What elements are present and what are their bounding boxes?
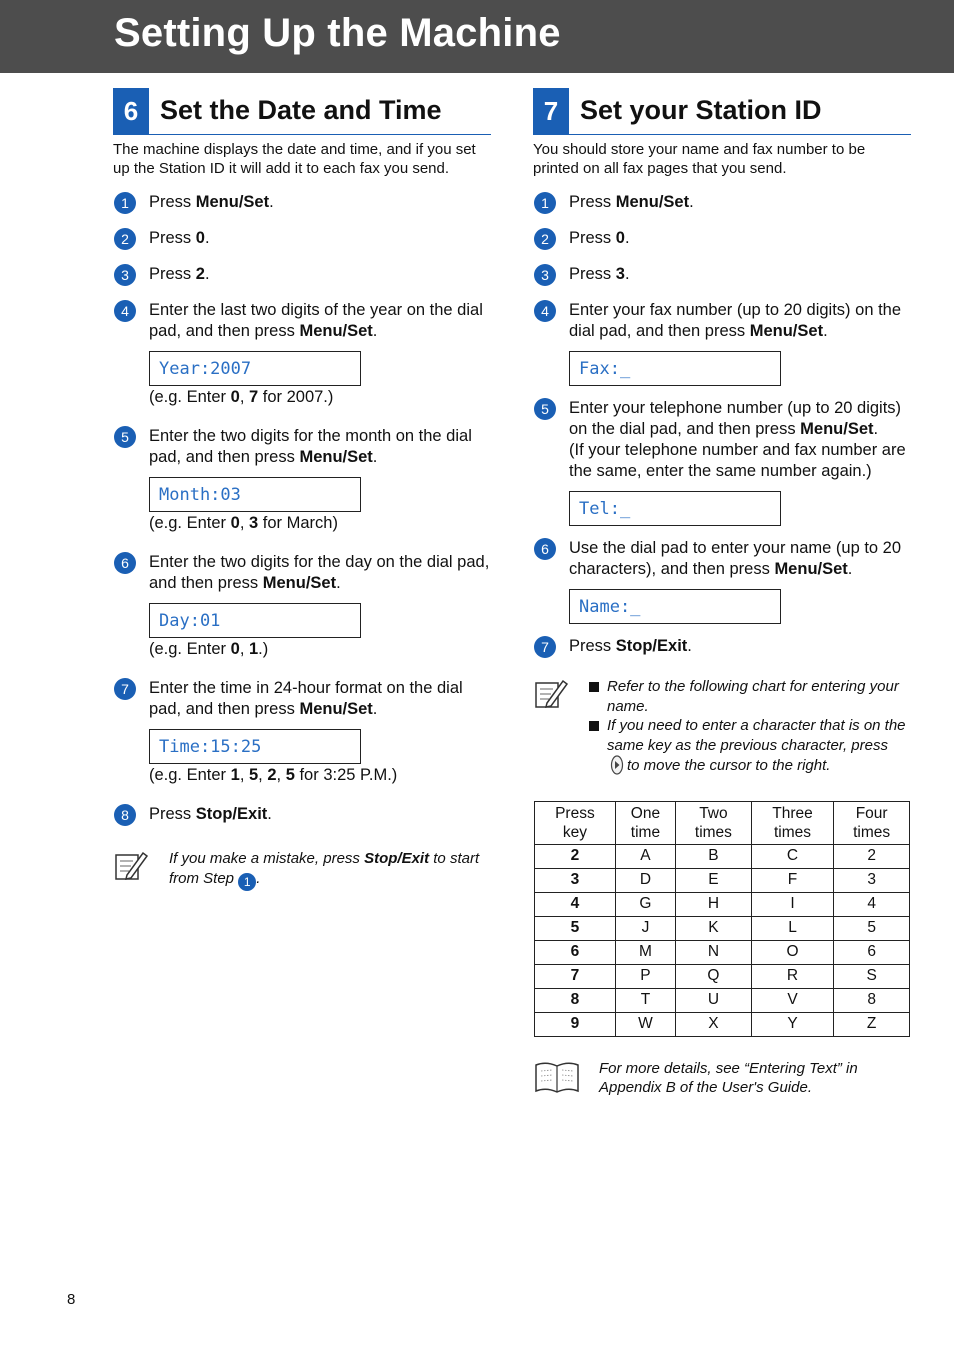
lcd-display: Name:_ — [569, 589, 781, 624]
book-note — [533, 1059, 911, 1098]
table-row — [535, 988, 910, 1012]
char-cell: 6 — [834, 940, 910, 964]
character-entry-table — [534, 801, 910, 1037]
table-row — [535, 868, 910, 892]
char-cell: 8 — [834, 988, 910, 1012]
step-number-badge: 1 — [534, 192, 556, 214]
lcd-display: Day:01 — [149, 603, 361, 638]
table-row — [535, 964, 910, 988]
step-key: Menu/Set — [800, 420, 874, 438]
step-number-badge: 2 — [114, 228, 136, 250]
step-item — [113, 678, 491, 786]
section-station-id — [533, 88, 911, 1098]
key-cell: 4 — [535, 892, 616, 916]
step-text: Press — [569, 637, 616, 655]
pencil-note-icon — [533, 677, 569, 711]
step-item — [113, 228, 491, 249]
step-text: Press — [569, 193, 616, 211]
step-text: Press — [149, 193, 196, 211]
right-arrow-key-icon — [610, 755, 624, 775]
char-cell: X — [676, 1012, 752, 1036]
step-text: Enter the last two digits of the year on the dial pad, and then press — [149, 301, 483, 340]
char-cell: F — [751, 868, 834, 892]
note-bullet: Refer to the following chart for entering your name. — [589, 677, 911, 716]
section-date-time — [113, 88, 491, 891]
section-intro: The machine displays the date and time, and if you set up the Station ID it will add it to each fax you send. — [113, 141, 476, 177]
step-text: Enter the time in 24-hour format on the dial pad, and then press — [149, 679, 463, 718]
lcd-display: Year:2007 — [149, 351, 361, 386]
char-cell: I — [751, 892, 834, 916]
char-cell: 5 — [834, 916, 910, 940]
char-cell: H — [676, 892, 752, 916]
step-key: Menu/Set — [195, 193, 270, 211]
step-item — [533, 636, 911, 657]
note-text: to start from Step — [169, 850, 480, 887]
note-box — [533, 677, 911, 776]
step-number-badge: 6 — [114, 552, 136, 574]
step-key: 2 — [195, 265, 205, 283]
step-item — [533, 398, 911, 526]
char-cell: Q — [676, 964, 752, 988]
book-note-text: For more details, see “Entering Text” in Appendix B of the User's Guide. — [599, 1059, 858, 1096]
step-number-badge: 8 — [114, 804, 136, 826]
step-text: . — [267, 805, 272, 823]
key-cell: 3 — [535, 868, 616, 892]
step-number-badge: 2 — [534, 228, 556, 250]
step-key: 0 — [615, 229, 625, 247]
step-text: Enter the two digits for the day on the dial pad, and then press — [149, 553, 490, 592]
step-key: Menu/Set — [774, 560, 848, 578]
lcd-display: Time:15:25 — [149, 729, 361, 764]
char-cell: 4 — [834, 892, 910, 916]
example-text: (e.g. Enter 0, 3 for March) — [149, 514, 338, 532]
book-icon — [533, 1059, 581, 1095]
step-text: . — [873, 420, 879, 438]
step-text: . — [204, 229, 210, 247]
char-cell: C — [751, 844, 834, 868]
table-row — [535, 916, 910, 940]
page-number: 8 — [67, 1291, 76, 1308]
step-number-badge: 6 — [534, 538, 556, 560]
header-banner — [0, 0, 954, 73]
key-cell: 9 — [535, 1012, 616, 1036]
step-item — [113, 426, 491, 534]
example-text: (e.g. Enter 0, 7 for 2007.) — [149, 388, 334, 406]
step-text: Press — [149, 265, 196, 283]
char-cell: D — [615, 868, 675, 892]
char-cell: 2 — [834, 844, 910, 868]
step-item — [533, 192, 911, 213]
table-row — [535, 892, 910, 916]
char-cell: M — [615, 940, 675, 964]
char-cell: N — [676, 940, 752, 964]
section-number: 7 — [533, 88, 569, 134]
key-cell: 2 — [535, 844, 616, 868]
char-cell: A — [615, 844, 675, 868]
step-text: . — [372, 700, 378, 718]
step-number-badge: 7 — [114, 678, 136, 700]
step-number-badge: 1 — [114, 192, 136, 214]
table-row — [535, 1012, 910, 1036]
table-row — [535, 844, 910, 868]
step-item — [113, 300, 491, 408]
step-text: Press — [569, 229, 616, 247]
step-text: Use the dial pad to enter your name (up to 20 characters), and then press — [569, 539, 902, 578]
step-key: Menu/Set — [299, 448, 373, 466]
step-item — [533, 300, 911, 386]
step-text: Enter your fax number (up to 20 digits) on the dial pad, and then press — [569, 301, 902, 340]
step-number-badge: 5 — [534, 398, 556, 420]
char-cell: P — [615, 964, 675, 988]
step-text: . — [336, 574, 341, 592]
char-cell: S — [834, 964, 910, 988]
key-cell: 5 — [535, 916, 616, 940]
char-cell: B — [676, 844, 752, 868]
step-reference-badge: 1 — [238, 873, 256, 891]
pencil-note-icon — [113, 849, 149, 883]
step-number-badge: 4 — [534, 300, 556, 322]
column-header: Three times — [751, 801, 834, 844]
step-key: Menu/Set — [299, 322, 373, 340]
note-box — [113, 849, 491, 891]
section-header — [113, 88, 491, 135]
note-text: If you make a mistake, press — [169, 850, 365, 867]
key-cell: 8 — [535, 988, 616, 1012]
step-text: . — [372, 448, 378, 466]
step-key: Stop/Exit — [615, 637, 688, 655]
table-row — [535, 940, 910, 964]
step-number-badge: 7 — [534, 636, 556, 658]
section-title: Set your Station ID — [580, 95, 822, 125]
column-header: Press key — [535, 801, 616, 844]
step-text: . — [624, 229, 630, 247]
step-key: Menu/Set — [299, 700, 373, 718]
step-key: Menu/Set — [262, 574, 337, 592]
char-cell: J — [615, 916, 675, 940]
char-cell: Y — [751, 1012, 834, 1036]
step-number-badge: 4 — [114, 300, 136, 322]
step-item — [533, 538, 911, 624]
char-cell: T — [615, 988, 675, 1012]
step-text: . — [624, 265, 630, 283]
step-item — [533, 264, 911, 285]
step-extra-text: (If your telephone number and fax number are the same, enter the same number again.) — [569, 441, 906, 480]
step-item — [533, 228, 911, 249]
step-text: Press — [569, 265, 616, 283]
char-cell: K — [676, 916, 752, 940]
step-key: Menu/Set — [749, 322, 824, 340]
section-intro: You should store your name and fax number to be printed on all fax pages that you send. — [533, 141, 866, 177]
char-cell: 3 — [834, 868, 910, 892]
column-header: Four times — [834, 801, 910, 844]
step-item — [113, 264, 491, 285]
column-header: Two times — [676, 801, 752, 844]
example-text: (e.g. Enter 0, 1.) — [149, 640, 269, 658]
note-key: Stop/Exit — [364, 850, 430, 867]
char-cell: G — [615, 892, 675, 916]
char-cell: W — [615, 1012, 675, 1036]
step-key: Stop/Exit — [195, 805, 268, 823]
char-cell: U — [676, 988, 752, 1012]
step-item — [113, 804, 491, 825]
char-cell: Z — [834, 1012, 910, 1036]
step-text: . — [689, 193, 694, 211]
step-text: Press — [149, 229, 196, 247]
table-header-row — [535, 801, 910, 844]
step-key: 3 — [615, 265, 625, 283]
char-cell: O — [751, 940, 834, 964]
step-text: Enter your telephone number (up to 20 digits) on the dial pad, and then press — [569, 399, 902, 438]
column-header: One time — [615, 801, 675, 844]
step-item — [113, 552, 491, 660]
step-number-badge: 3 — [114, 264, 136, 286]
lcd-display: Tel:_ — [569, 491, 781, 526]
lcd-display: Month:03 — [149, 477, 361, 512]
step-key: 0 — [195, 229, 205, 247]
section-title: Set the Date and Time — [160, 95, 442, 125]
step-text: . — [372, 322, 378, 340]
step-text: . — [269, 193, 274, 211]
char-cell: L — [751, 916, 834, 940]
step-text: . — [847, 560, 853, 578]
step-text: . — [823, 322, 828, 340]
step-list — [113, 192, 491, 825]
note-bullet: If you need to enter a character that is on the same key as the previous character, press to move the cursor to the right. — [589, 716, 911, 776]
key-cell: 7 — [535, 964, 616, 988]
step-number-badge: 5 — [114, 426, 136, 448]
char-cell: E — [676, 868, 752, 892]
char-cell: R — [751, 964, 834, 988]
example-text: (e.g. Enter 1, 5, 2, 5 for 3:25 P.M.) — [149, 766, 398, 784]
step-item — [113, 192, 491, 213]
step-text: Press — [149, 805, 196, 823]
step-text: Enter the two digits for the month on the dial pad, and then press — [149, 427, 472, 466]
step-text: . — [204, 265, 210, 283]
step-text: . — [687, 637, 692, 655]
char-cell: V — [751, 988, 834, 1012]
note-bullet-list — [589, 677, 911, 776]
section-header — [533, 88, 911, 135]
note-text: . — [256, 869, 261, 887]
page-title: Setting Up the Machine — [114, 11, 561, 55]
key-cell: 6 — [535, 940, 616, 964]
step-number-badge: 3 — [534, 264, 556, 286]
section-number: 6 — [113, 88, 149, 134]
step-key: Menu/Set — [615, 193, 690, 211]
lcd-display: Fax:_ — [569, 351, 781, 386]
step-list — [533, 192, 911, 657]
